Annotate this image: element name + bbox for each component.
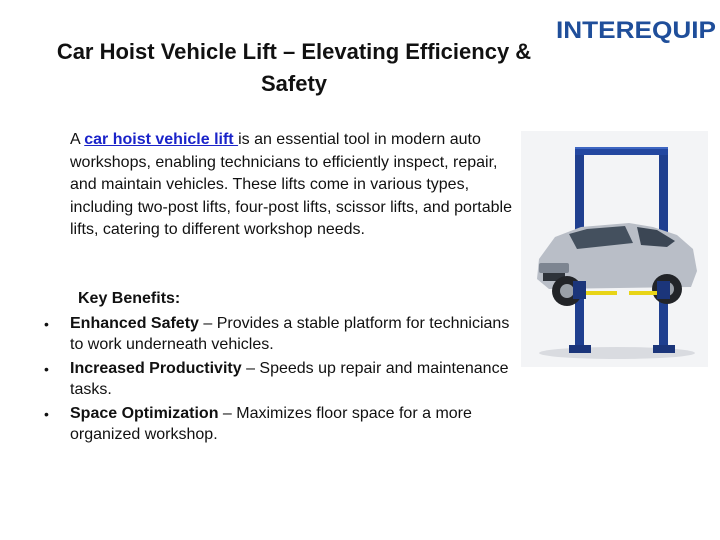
- key-benefits-heading: Key Benefits:: [78, 290, 181, 307]
- car-lift-image: [521, 131, 708, 367]
- bullet-icon: •: [44, 316, 49, 332]
- benefits-list: [44, 314, 514, 449]
- page-title: Car Hoist Vehicle Lift – Elevating Efficiency & Safety: [56, 39, 532, 96]
- benefit-title: Increased Productivity: [70, 360, 242, 377]
- interequip-logo: [556, 13, 718, 45]
- logo-text: INTEREQUIP: [556, 17, 716, 44]
- intro-body: is an essential tool in modern auto workshops, enabling technicians to efficiently inspect, repair, and maintain vehicles. These lifts come in various types, including two-post lifts, four-post lifts, scissor lifts, and portable lifts, catering to different workshop needs.: [70, 131, 512, 238]
- benefit-title: Enhanced Safety: [70, 315, 199, 332]
- benefit-desc: – Maximizes floor space for a more organized workshop.: [70, 405, 472, 443]
- list-item: [44, 404, 514, 445]
- car-hoist-link[interactable]: car hoist vehicle lift: [84, 131, 239, 148]
- bullet-icon: •: [44, 361, 49, 377]
- benefit-desc: – Provides a stable platform for technicians to work underneath vehicles.: [70, 315, 510, 353]
- list-item: [44, 359, 514, 400]
- intro-prefix: A: [70, 131, 85, 148]
- benefit-title: Space Optimization: [70, 405, 219, 422]
- bullet-icon: •: [44, 406, 49, 422]
- benefit-desc: – Speeds up repair and maintenance tasks.: [70, 360, 509, 398]
- intro-paragraph: [70, 129, 520, 242]
- list-item: [44, 314, 514, 355]
- two-post-car-lift-icon: [521, 131, 708, 367]
